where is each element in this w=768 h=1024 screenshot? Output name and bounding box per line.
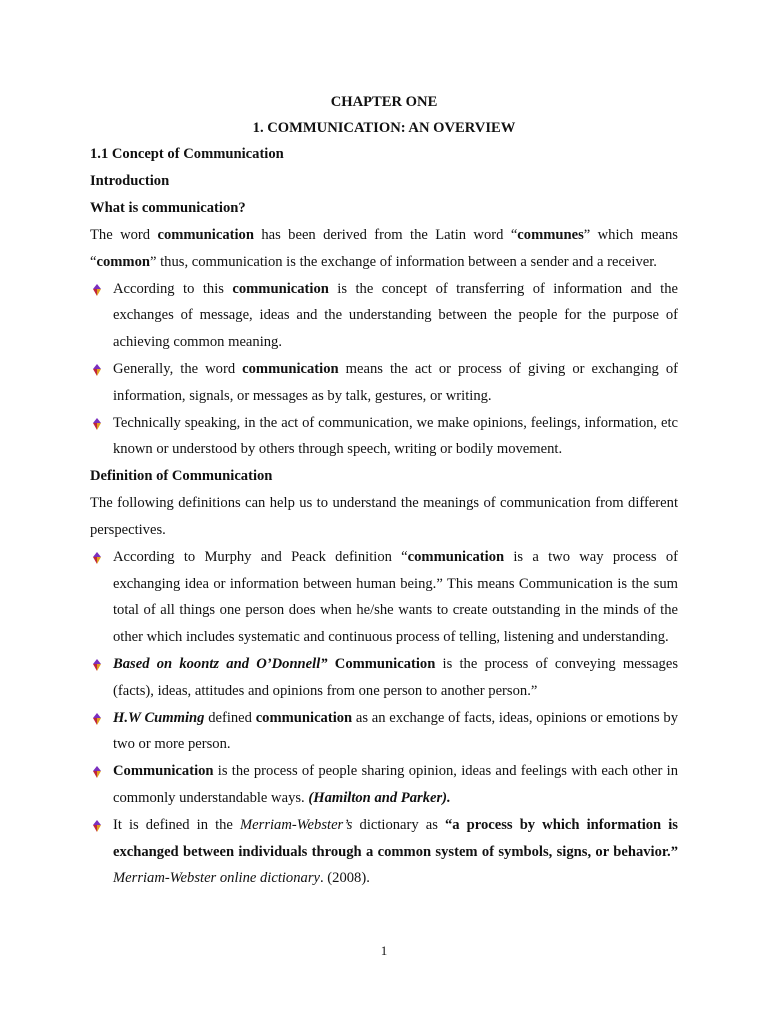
bold-term: communication <box>242 360 339 377</box>
bold-term: communication <box>232 280 329 297</box>
page-number: 1 <box>380 943 388 958</box>
introduction-heading: Introduction <box>90 173 170 189</box>
text-run: According to this <box>113 280 233 297</box>
text-run: is the concept of transferring of information and the exchanges of message, ideas and the understanding between the people for the purpose of achieving common meaning. <box>113 280 678 351</box>
bold-term: communication <box>157 227 254 243</box>
text-run: defined <box>204 709 256 726</box>
question-heading: What is communication? <box>90 200 246 216</box>
section-title: 1.1 Concept of Communication <box>90 146 284 162</box>
arrow-bullet-icon <box>90 820 104 832</box>
italic-source: Merriam-Webster online dictionary <box>113 870 320 887</box>
text-run: ” thus, communication is the exchange of information between a sender and a receiver. <box>150 253 657 270</box>
list-item <box>90 758 678 812</box>
bold-term: communication <box>407 548 505 565</box>
text-run: dictionary as <box>352 816 445 833</box>
arrow-bullet-icon <box>90 364 104 376</box>
arrow-bullet-icon <box>90 713 104 725</box>
text-run: has been derived from the Latin word “ <box>253 227 518 243</box>
text-run: is a two way process of exchanging idea or information between human being.” This means Communication is the sum total of all things one person does when he/she wants to create outstanding in the minds of the other which includes systematic and continuous process of telling, listening and understanding. <box>113 548 678 646</box>
arrow-bullet-icon <box>90 766 104 778</box>
arrow-bullet-icon <box>90 418 104 430</box>
list-item <box>90 356 678 410</box>
bold-term: communes <box>517 227 584 243</box>
arrow-bullet-icon <box>90 659 104 671</box>
intro-paragraph <box>90 222 678 276</box>
text-run: According to Murphy and Peack definition “ <box>113 548 408 565</box>
text-run: It is defined in the <box>113 816 240 833</box>
text-run: is the process of conveying messages (facts), ideas, attitudes and opinions from one person to another person.” <box>113 655 679 699</box>
bold-term: communication <box>255 709 353 726</box>
page-content <box>90 89 678 892</box>
bold-italic-source: Based on koontz and O’Donnell” <box>113 655 328 672</box>
list-item <box>90 651 678 705</box>
arrow-bullet-icon <box>90 284 104 296</box>
list-item <box>90 812 678 892</box>
text-run: is the process of people sharing opinion, ideas and feelings with each other in commonly understandable ways. <box>113 763 678 806</box>
bold-italic-source: H.W Cumming <box>113 709 205 726</box>
text-run: Generally, the word <box>113 360 243 377</box>
text-run: as an exchange of facts, ideas, opinions or emotions by two or more person. <box>113 709 678 753</box>
italic-source: Merriam-Webster’s <box>240 816 353 833</box>
bold-term: common <box>96 253 150 270</box>
arrow-bullet-icon <box>90 552 104 564</box>
bold-term: Communication <box>327 655 436 672</box>
text-run: The word <box>90 227 158 243</box>
text-run: Technically speaking, in the act of communication, we make opinions, feelings, information, etc known or understood by others through speech, writing or bodily movement. <box>113 414 678 458</box>
text-run: ” which means “ <box>90 227 678 270</box>
bold-quote: “a process by which information is exchanged between individuals through a common system of symbols, signs, or behavior.” <box>113 816 678 860</box>
list-item <box>90 705 678 759</box>
text-run: means the act or process of giving or exchanging of information, signals, or messages as by talk, gestures, or writing. <box>113 360 678 404</box>
list-item <box>90 544 678 651</box>
chapter-title: 1. COMMUNICATION: AN OVERVIEW <box>252 120 516 136</box>
chapter-label: CHAPTER ONE <box>330 94 438 110</box>
bold-italic-source: (Hamilton and Parker). <box>308 789 451 806</box>
bold-term: Communication <box>113 763 214 780</box>
definition-intro: The following definitions can help us to understand the meanings of communication from different perspectives. <box>90 495 678 538</box>
list-item <box>90 276 678 356</box>
definition-heading: Definition of Communication <box>90 468 273 485</box>
text-run: . (2008). <box>319 870 370 887</box>
list-item <box>90 410 678 464</box>
